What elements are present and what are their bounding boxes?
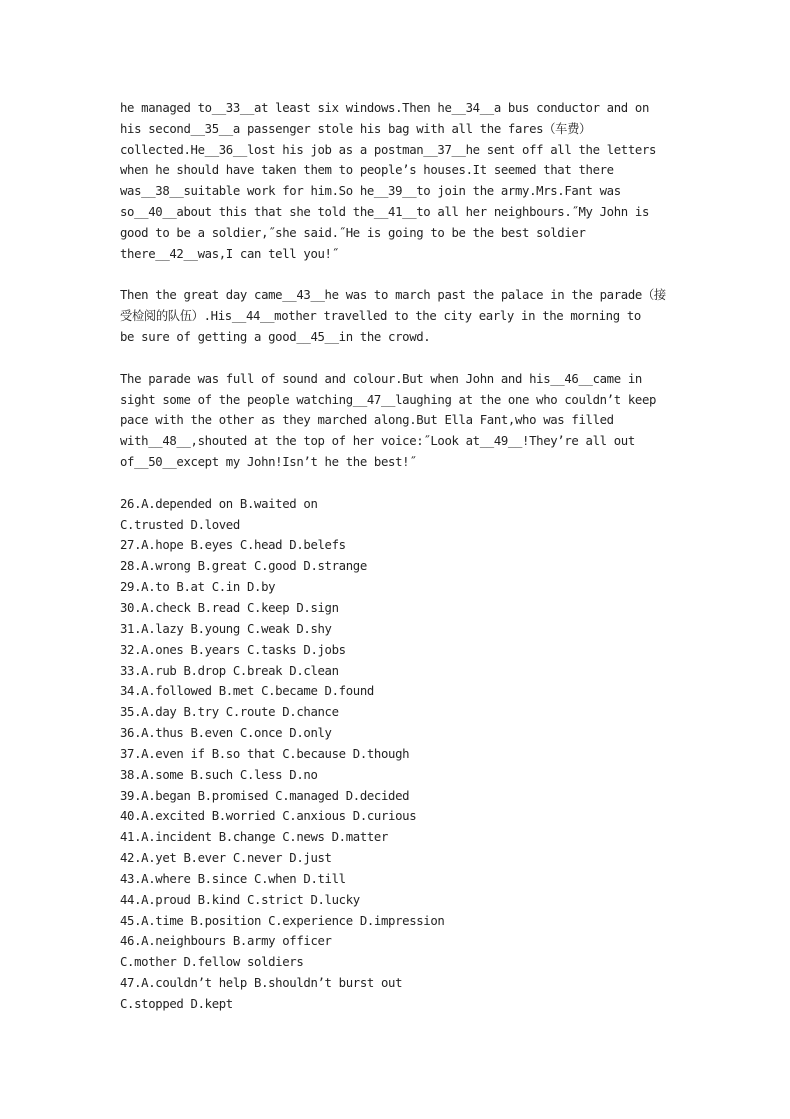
option-line: 44.A.proud B.kind C.strict D.lucky xyxy=(120,892,360,907)
passage-paragraph-1 xyxy=(120,98,665,264)
paragraph-spacer xyxy=(120,264,665,285)
text-line: there__42__was,I can tell you!˝ xyxy=(120,246,339,261)
text-line: was__38__suitable work for him.So he__39__to join the army.Mrs.Fant was xyxy=(120,184,621,199)
text-line: of__50__except my John!Isn’t he the best!˝ xyxy=(120,454,417,469)
option-line: 45.A.time B.position C.experience D.impression xyxy=(120,913,445,928)
option-line: 36.A.thus B.even C.once D.only xyxy=(120,726,332,741)
option-line: 26.A.depended on B.waited on xyxy=(120,496,318,511)
text-line: The parade was full of sound and colour.But when John and his__46__came in xyxy=(120,371,642,386)
text-line: pace with the other as they marched along.But Ella Fant,who was filled xyxy=(120,413,614,428)
option-line: 41.A.incident B.change C.news D.matter xyxy=(120,830,389,845)
option-line: 46.A.neighbours B.army officer xyxy=(120,934,332,949)
option-line: 35.A.day B.try C.route D.chance xyxy=(120,705,339,720)
passage-paragraph-3 xyxy=(120,369,665,473)
option-line: 34.A.followed B.met C.became D.found xyxy=(120,684,374,699)
paragraph-spacer xyxy=(120,473,665,494)
text-line: so__40__about this that she told the__41__to all her neighbours.˝My John is xyxy=(120,204,650,219)
option-line: 37.A.even if B.so that C.because D.though xyxy=(120,746,410,761)
option-line: 29.A.to B.at C.in D.by xyxy=(120,580,276,595)
option-line: 31.A.lazy B.young C.weak D.shy xyxy=(120,621,332,636)
option-line: 47.A.couldn’t help B.shouldn’t burst out xyxy=(120,976,403,991)
option-line: 43.A.where B.since C.when D.till xyxy=(120,871,346,886)
option-line: 39.A.began B.promised C.managed D.decided xyxy=(120,788,410,803)
option-line: 40.A.excited B.worried C.anxious D.curious xyxy=(120,809,417,824)
option-line: C.stopped D.kept xyxy=(120,997,233,1011)
option-line: C.mother D.fellow soldiers xyxy=(120,955,304,970)
text-line: Then the great day came__43__he was to march past the palace in the parade（接 xyxy=(120,288,666,303)
option-line: C.trusted D.loved xyxy=(120,517,240,532)
passage-paragraph-2 xyxy=(120,285,665,347)
answer-options-list xyxy=(120,494,665,1015)
option-line: 33.A.rub B.drop C.break D.clean xyxy=(120,663,339,678)
text-line: be sure of getting a good__45__in the crowd. xyxy=(120,329,431,344)
document-page xyxy=(120,98,665,1015)
text-line: collected.He__36__lost his job as a postman__37__he sent off all the letters xyxy=(120,142,657,157)
text-line: when he should have taken them to people’s houses.It seemed that there xyxy=(120,163,614,178)
option-line: 27.A.hope B.eyes C.head D.belefs xyxy=(120,538,346,553)
option-line: 30.A.check B.read C.keep D.sign xyxy=(120,600,339,615)
paragraph-spacer xyxy=(120,348,665,369)
text-line: he managed to__33__at least six windows.Then he__34__a bus conductor and on xyxy=(120,101,650,115)
text-line: good to be a soldier,˝she said.˝He is going to be the best soldier xyxy=(120,225,586,240)
text-line: sight some of the people watching__47__laughing at the one who couldn’t keep xyxy=(120,392,657,407)
text-line: 受检阅的队伍）.His__44__mother travelled to the city early in the morning to xyxy=(120,309,641,324)
option-line: 28.A.wrong B.great C.good D.strange xyxy=(120,559,367,574)
text-line: his second__35__a passenger stole his bag with all the fares（车费） xyxy=(120,121,591,136)
option-line: 32.A.ones B.years C.tasks D.jobs xyxy=(120,642,346,657)
option-line: 42.A.yet B.ever C.never D.just xyxy=(120,851,332,866)
text-line: with__48__,shouted at the top of her voice:˝Look at__49__!They’re all out xyxy=(120,434,635,449)
option-line: 38.A.some B.such C.less D.no xyxy=(120,767,318,782)
